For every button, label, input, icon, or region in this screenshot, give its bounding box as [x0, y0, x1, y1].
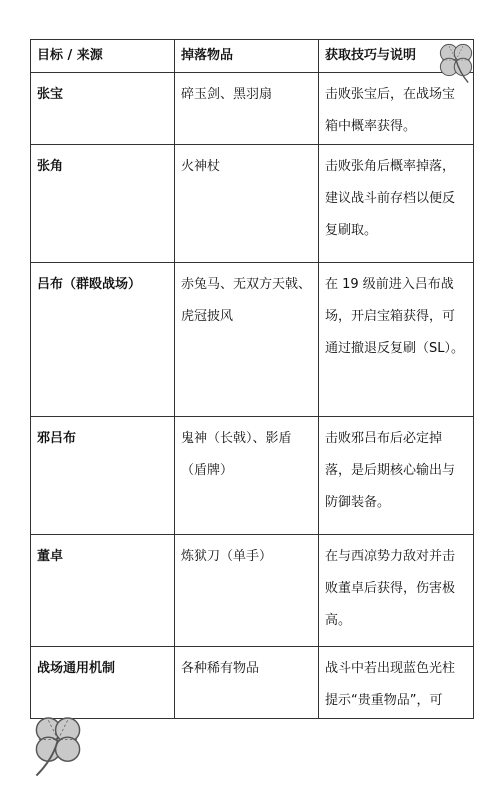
clover-icon	[22, 706, 94, 778]
table-row	[31, 417, 474, 535]
table-row	[31, 263, 474, 417]
row-tips: 在 19 级前进入吕布战场，开启宝箱获得，可通过撤退反复刷（SL）。	[319, 263, 474, 417]
row-items: 炼狱刀（单手）	[175, 535, 319, 647]
row-tips: 击败张宝后，在战场宝箱中概率获得。	[319, 73, 474, 145]
row-items: 碎玉剑、黑羽扇	[175, 73, 319, 145]
table-row	[31, 73, 474, 145]
clover-icon	[430, 34, 482, 86]
table-row	[31, 145, 474, 263]
row-tips: 战斗中若出现蓝色光柱提示“贵重物品”，可	[319, 647, 474, 719]
row-source: 邪吕布	[31, 417, 175, 535]
table-header-row	[31, 40, 474, 73]
table-row	[31, 535, 474, 647]
header-items: 掉落物品	[175, 40, 319, 73]
row-source: 张宝	[31, 73, 175, 145]
row-items: 火神杖	[175, 145, 319, 263]
row-source: 战场通用机制	[31, 647, 175, 719]
row-source: 董卓	[31, 535, 175, 647]
row-tips: 击败张角后概率掉落，建议战斗前存档以便反复刷取。	[319, 145, 474, 263]
item-drop-table	[30, 39, 474, 719]
row-tips: 击败邪吕布后必定掉落，是后期核心输出与防御装备。	[319, 417, 474, 535]
header-tips: 获取技巧与说明	[319, 40, 474, 73]
row-items: 各种稀有物品	[175, 647, 319, 719]
row-items: 鬼神（长戟）、影盾（盾牌）	[175, 417, 319, 535]
row-tips: 在与西凉势力敌对并击败董卓后获得，伤害极高。	[319, 535, 474, 647]
row-source: 张角	[31, 145, 175, 263]
table-row	[31, 647, 474, 719]
row-source: 吕布（群殴战场）	[31, 263, 175, 417]
row-items: 赤兔马、无双方天戟、虎冠披风	[175, 263, 319, 417]
header-source: 目标 / 来源	[31, 40, 175, 73]
